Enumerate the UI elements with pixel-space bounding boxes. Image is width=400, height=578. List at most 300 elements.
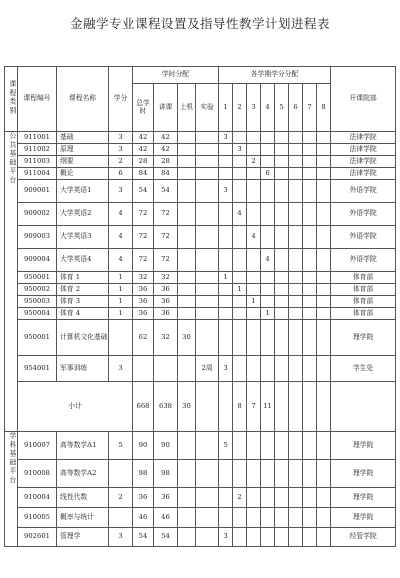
- hours-total: 72: [133, 203, 154, 226]
- hours-computer: [178, 432, 196, 460]
- table-row: [5, 296, 396, 308]
- term-credit-6: [289, 356, 303, 382]
- table-row: [5, 382, 396, 432]
- table-row: [5, 460, 396, 488]
- course-name: 线性代数: [57, 488, 109, 508]
- header-hours-lab: 实验: [196, 84, 219, 132]
- term-credit-1: [219, 460, 233, 488]
- term-credit-2: [233, 296, 247, 308]
- hours-lecture: 36: [154, 308, 178, 320]
- category-cell: 公共基础平台: [5, 132, 18, 432]
- course-dept: 理学院: [331, 432, 396, 460]
- term-credit-4: [261, 180, 275, 203]
- term-credit-3: [247, 488, 261, 508]
- hours-lecture: 84: [154, 168, 178, 180]
- hours-lab: [196, 508, 219, 528]
- hours-lab: [196, 249, 219, 272]
- term-credit-5: [275, 432, 289, 460]
- term-credit-3: 4: [247, 226, 261, 249]
- term-credit-1: 3: [219, 356, 233, 382]
- term-credit-3: 2: [247, 156, 261, 168]
- term-credit-6: [289, 296, 303, 308]
- term-credit-6: [289, 249, 303, 272]
- term-credit-6: [289, 460, 303, 488]
- term-credit-7: [303, 296, 317, 308]
- hours-computer: [178, 156, 196, 168]
- term-credit-4: [261, 488, 275, 508]
- term-credit-4: [261, 320, 275, 356]
- term-credit-3: 7: [247, 382, 261, 432]
- hours-lecture: 36: [154, 284, 178, 296]
- term-credit-6: [289, 144, 303, 156]
- hours-total: 36: [133, 284, 154, 296]
- term-credit-1: 3: [219, 132, 233, 144]
- term-credit-6: [289, 320, 303, 356]
- term-credit-3: [247, 320, 261, 356]
- term-credit-3: [247, 284, 261, 296]
- term-credit-2: [233, 168, 247, 180]
- course-name: 纲要: [57, 156, 109, 168]
- term-credit-7: [303, 168, 317, 180]
- table-row: [5, 432, 396, 460]
- hours-lab: [196, 432, 219, 460]
- header-name: 课程名称: [57, 67, 109, 132]
- term-credit-2: 8: [233, 382, 247, 432]
- term-credit-6: [289, 203, 303, 226]
- term-credit-7: [303, 284, 317, 296]
- hours-total: [133, 356, 154, 382]
- hours-lab: [196, 296, 219, 308]
- hours-lecture: 54: [154, 528, 178, 547]
- course-code: 950002: [18, 284, 57, 296]
- course-code: 950003: [18, 296, 57, 308]
- course-code: 910005: [18, 508, 57, 528]
- course-code: 902601: [18, 528, 57, 547]
- term-credit-6: [289, 528, 303, 547]
- term-credit-8: [317, 132, 331, 144]
- term-credit-7: [303, 132, 317, 144]
- term-credit-6: [289, 272, 303, 284]
- hours-lab: [196, 382, 219, 432]
- term-credit-6: [289, 488, 303, 508]
- hours-lab: [196, 144, 219, 156]
- term-credit-7: [303, 249, 317, 272]
- term-credit-6: [289, 432, 303, 460]
- term-credit-2: [233, 308, 247, 320]
- hours-total: 36: [133, 308, 154, 320]
- term-credit-4: 6: [261, 168, 275, 180]
- hours-computer: [178, 203, 196, 226]
- term-credit-6: [289, 284, 303, 296]
- term-credit-6: [289, 226, 303, 249]
- table-row: [5, 180, 396, 203]
- term-credit-2: [233, 156, 247, 168]
- term-credit-3: [247, 508, 261, 528]
- term-credit-4: 1: [261, 308, 275, 320]
- term-credit-7: [303, 508, 317, 528]
- hours-total: 62: [133, 320, 154, 356]
- course-credit: 4: [109, 226, 133, 249]
- header-term-8: 8: [317, 84, 331, 132]
- table-row: [5, 249, 396, 272]
- course-credit: 3: [109, 356, 133, 382]
- course-credit: [109, 320, 133, 356]
- course-name: 大学英语1: [57, 180, 109, 203]
- term-credit-1: [219, 249, 233, 272]
- hours-lecture: 46: [154, 508, 178, 528]
- term-credit-3: [247, 203, 261, 226]
- hours-total: 42: [133, 132, 154, 144]
- term-credit-8: [317, 508, 331, 528]
- hours-lecture: 90: [154, 432, 178, 460]
- header-term-3: 3: [247, 84, 261, 132]
- course-name: 高等数学A1: [57, 432, 109, 460]
- term-credit-2: [233, 180, 247, 203]
- term-credit-1: [219, 226, 233, 249]
- course-name: 大学英语4: [57, 249, 109, 272]
- term-credit-5: [275, 132, 289, 144]
- hours-lab: [196, 132, 219, 144]
- category-cell: 学科基础平台: [5, 432, 18, 547]
- hours-computer: [178, 308, 196, 320]
- term-credit-2: [233, 356, 247, 382]
- hours-computer: [178, 356, 196, 382]
- hours-lab: [196, 272, 219, 284]
- hours-computer: [178, 249, 196, 272]
- subtotal-label: 小计: [18, 382, 133, 432]
- hours-lab: [196, 284, 219, 296]
- term-credit-4: [261, 272, 275, 284]
- course-credit: 1: [109, 308, 133, 320]
- term-credit-5: [275, 382, 289, 432]
- term-credit-2: [233, 320, 247, 356]
- term-credit-4: [261, 356, 275, 382]
- course-name: 军事训练: [57, 356, 109, 382]
- term-credit-7: [303, 203, 317, 226]
- term-credit-8: [317, 272, 331, 284]
- term-credit-4: [261, 284, 275, 296]
- course-credit: 1: [109, 284, 133, 296]
- course-code: 910004: [18, 488, 57, 508]
- term-credit-5: [275, 488, 289, 508]
- term-credit-2: [233, 272, 247, 284]
- course-dept: 理学院: [331, 460, 396, 488]
- header-dept: 开课院部: [331, 67, 396, 132]
- course-credit: 3: [109, 144, 133, 156]
- course-code: 909003: [18, 226, 57, 249]
- term-credit-8: [317, 432, 331, 460]
- term-credit-2: 2: [233, 488, 247, 508]
- course-name: 基础: [57, 132, 109, 144]
- term-credit-1: [219, 508, 233, 528]
- course-credit: 1: [109, 272, 133, 284]
- hours-computer: [178, 272, 196, 284]
- course-name: 体育 1: [57, 272, 109, 284]
- hours-computer: [178, 168, 196, 180]
- hours-lab: [196, 168, 219, 180]
- hours-total: 28: [133, 156, 154, 168]
- hours-computer: [178, 284, 196, 296]
- term-credit-5: [275, 296, 289, 308]
- hours-total: 72: [133, 226, 154, 249]
- term-credit-2: [233, 432, 247, 460]
- hours-computer: [178, 144, 196, 156]
- term-credit-6: [289, 132, 303, 144]
- hours-total: 84: [133, 168, 154, 180]
- hours-computer: 30: [178, 320, 196, 356]
- term-credit-7: [303, 308, 317, 320]
- term-credit-3: [247, 249, 261, 272]
- course-credit: 6: [109, 168, 133, 180]
- term-credit-8: [317, 144, 331, 156]
- course-code: 911002: [18, 144, 57, 156]
- term-credit-1: [219, 168, 233, 180]
- term-credit-7: [303, 382, 317, 432]
- course-code: 910007: [18, 432, 57, 460]
- course-dept: 经管学院: [331, 528, 396, 547]
- term-credit-5: [275, 308, 289, 320]
- term-credit-3: [247, 460, 261, 488]
- term-credit-3: 1: [247, 296, 261, 308]
- table-row: [5, 132, 396, 144]
- term-credit-4: [261, 460, 275, 488]
- course-name: 体育 4: [57, 308, 109, 320]
- course-code: 909001: [18, 180, 57, 203]
- term-credit-1: 5: [219, 432, 233, 460]
- table-row: [5, 356, 396, 382]
- term-credit-4: [261, 132, 275, 144]
- course-dept: 体育部: [331, 308, 396, 320]
- term-credit-3: [247, 432, 261, 460]
- hours-lecture: 36: [154, 488, 178, 508]
- term-credit-7: [303, 180, 317, 203]
- term-credit-1: [219, 320, 233, 356]
- term-credit-4: [261, 203, 275, 226]
- term-credit-3: [247, 308, 261, 320]
- term-credit-3: [247, 168, 261, 180]
- hours-lecture: [154, 356, 178, 382]
- hours-lecture: 42: [154, 144, 178, 156]
- course-credit: [109, 508, 133, 528]
- term-credit-2: 1: [233, 284, 247, 296]
- course-credit: 4: [109, 203, 133, 226]
- course-code: 909004: [18, 249, 57, 272]
- term-credit-3: [247, 272, 261, 284]
- term-credit-5: [275, 460, 289, 488]
- term-credit-8: [317, 203, 331, 226]
- term-credit-1: [219, 203, 233, 226]
- hours-lecture: 72: [154, 226, 178, 249]
- table-row: [5, 308, 396, 320]
- table-row: [5, 508, 396, 528]
- term-credit-1: 3: [219, 180, 233, 203]
- term-credit-8: [317, 382, 331, 432]
- term-credit-5: [275, 249, 289, 272]
- hours-total: 46: [133, 508, 154, 528]
- term-credit-5: [275, 528, 289, 547]
- term-credit-4: 11: [261, 382, 275, 432]
- term-credit-2: [233, 528, 247, 547]
- course-name: 原理: [57, 144, 109, 156]
- term-credit-6: [289, 508, 303, 528]
- course-dept: 外语学院: [331, 249, 396, 272]
- plan-table-body: [5, 67, 396, 547]
- hours-lecture: 36: [154, 296, 178, 308]
- course-code: 950001: [18, 320, 57, 356]
- term-credit-1: 1: [219, 272, 233, 284]
- course-dept: 体育部: [331, 272, 396, 284]
- course-dept: 法律学院: [331, 156, 396, 168]
- header-term-6: 6: [289, 84, 303, 132]
- term-credit-7: [303, 320, 317, 356]
- course-code: 954001: [18, 356, 57, 382]
- term-credit-8: [317, 226, 331, 249]
- course-dept: 理学院: [331, 488, 396, 508]
- term-credit-4: [261, 226, 275, 249]
- term-credit-4: [261, 528, 275, 547]
- term-credit-7: [303, 156, 317, 168]
- header-term-1: 1: [219, 84, 233, 132]
- term-credit-2: 3: [233, 144, 247, 156]
- course-dept: 外语学院: [331, 180, 396, 203]
- header-code: 课程编号: [18, 67, 57, 132]
- table-row: [5, 528, 396, 547]
- course-credit: [109, 460, 133, 488]
- hours-computer: [178, 132, 196, 144]
- term-credit-3: [247, 132, 261, 144]
- term-credit-5: [275, 320, 289, 356]
- term-credit-3: [247, 528, 261, 547]
- course-dept: 外语学院: [331, 203, 396, 226]
- header-category: 课程类别: [5, 67, 18, 132]
- course-name: 概论: [57, 168, 109, 180]
- hours-lecture: 72: [154, 203, 178, 226]
- header-term-5: 5: [275, 84, 289, 132]
- term-credit-8: [317, 528, 331, 547]
- term-credit-1: [219, 156, 233, 168]
- term-credit-5: [275, 203, 289, 226]
- hours-total: 90: [133, 432, 154, 460]
- term-credit-1: [219, 382, 233, 432]
- header-term-2: 2: [233, 84, 247, 132]
- term-credit-7: [303, 528, 317, 547]
- course-credit: 3: [109, 528, 133, 547]
- course-dept: 体育部: [331, 284, 396, 296]
- course-name: 大学英语2: [57, 203, 109, 226]
- term-credit-7: [303, 144, 317, 156]
- course-credit: 5: [109, 432, 133, 460]
- course-name: 大学英语3: [57, 226, 109, 249]
- hours-total: 42: [133, 144, 154, 156]
- term-credit-4: [261, 432, 275, 460]
- hours-lecture: 638: [154, 382, 178, 432]
- header-terms-group: 各学期学分分配: [219, 67, 331, 84]
- term-credit-3: [247, 356, 261, 382]
- term-credit-1: [219, 144, 233, 156]
- term-credit-8: [317, 308, 331, 320]
- table-row: [5, 203, 396, 226]
- hours-total: 32: [133, 272, 154, 284]
- hours-computer: [178, 180, 196, 203]
- table-row: [5, 284, 396, 296]
- course-name: 管理学: [57, 528, 109, 547]
- term-credit-6: [289, 156, 303, 168]
- term-credit-5: [275, 508, 289, 528]
- course-name: 体育 3: [57, 296, 109, 308]
- hours-total: 36: [133, 296, 154, 308]
- hours-lab: [196, 156, 219, 168]
- header-hours-group: 学时分配: [133, 67, 219, 84]
- hours-computer: [178, 226, 196, 249]
- term-credit-5: [275, 144, 289, 156]
- term-credit-6: [289, 308, 303, 320]
- hours-lecture: 28: [154, 156, 178, 168]
- course-dept: 理学院: [331, 508, 396, 528]
- course-credit: 2: [109, 488, 133, 508]
- term-credit-2: [233, 249, 247, 272]
- hours-lecture: 32: [154, 272, 178, 284]
- hours-lab: [196, 180, 219, 203]
- term-credit-4: [261, 508, 275, 528]
- course-dept: 外语学院: [331, 226, 396, 249]
- hours-lab: [196, 308, 219, 320]
- course-name: 概率与统计: [57, 508, 109, 528]
- hours-lecture: 42: [154, 132, 178, 144]
- hours-total: 54: [133, 528, 154, 547]
- term-credit-4: 4: [261, 249, 275, 272]
- term-credit-2: [233, 508, 247, 528]
- header-credit: 学分: [109, 67, 133, 132]
- term-credit-8: [317, 284, 331, 296]
- term-credit-8: [317, 296, 331, 308]
- hours-computer: [178, 296, 196, 308]
- term-credit-7: [303, 272, 317, 284]
- table-row: [5, 168, 396, 180]
- course-name: 高等数学A2: [57, 460, 109, 488]
- course-name: 体育 2: [57, 284, 109, 296]
- term-credit-8: [317, 156, 331, 168]
- course-credit: 3: [109, 180, 133, 203]
- hours-computer: 30: [178, 382, 196, 432]
- header-hours-computer: 上机: [178, 84, 196, 132]
- course-code: 911001: [18, 132, 57, 144]
- hours-lab: [196, 488, 219, 508]
- term-credit-7: [303, 460, 317, 488]
- course-dept: 法律学院: [331, 168, 396, 180]
- course-credit: 3: [109, 132, 133, 144]
- term-credit-6: [289, 382, 303, 432]
- course-code: 909002: [18, 203, 57, 226]
- hours-lab: [196, 203, 219, 226]
- term-credit-5: [275, 180, 289, 203]
- hours-lecture: 98: [154, 460, 178, 488]
- hours-lecture: 32: [154, 320, 178, 356]
- hours-computer: [178, 528, 196, 547]
- term-credit-3: [247, 180, 261, 203]
- course-name: 计算机文化基础: [57, 320, 109, 356]
- term-credit-1: [219, 284, 233, 296]
- course-code: 910008: [18, 460, 57, 488]
- term-credit-4: [261, 156, 275, 168]
- term-credit-1: 3: [219, 528, 233, 547]
- term-credit-2: 4: [233, 203, 247, 226]
- term-credit-4: [261, 144, 275, 156]
- course-dept: 法律学院: [331, 132, 396, 144]
- hours-computer: [178, 508, 196, 528]
- term-credit-8: [317, 320, 331, 356]
- header-hours-lecture: 讲课: [154, 84, 178, 132]
- hours-lab: [196, 528, 219, 547]
